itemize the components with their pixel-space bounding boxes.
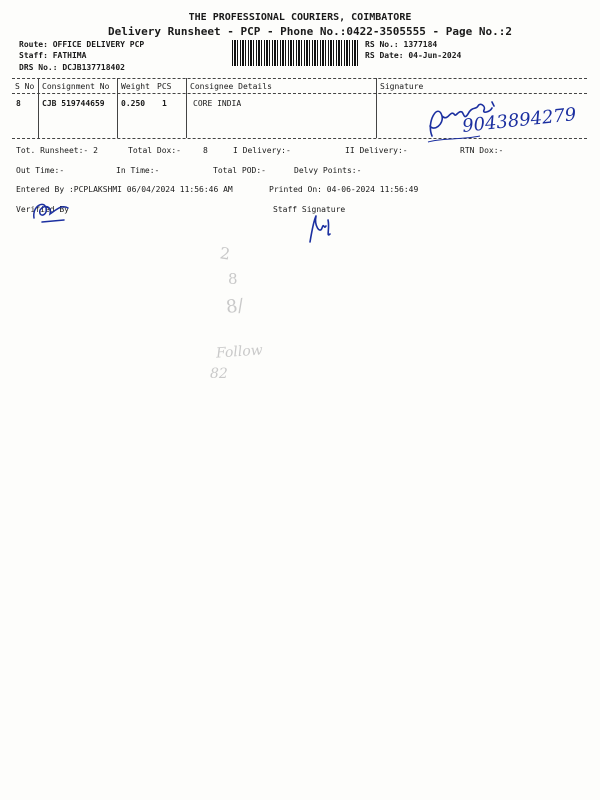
col-header-sno: S No: [15, 82, 35, 91]
in-time: In Time:-: [116, 166, 160, 175]
pencil-note: 82: [210, 366, 228, 382]
route-label: Route: OFFICE DELIVERY PCP: [19, 40, 145, 49]
entered-by: Entered By :PCPLAKSHMI 06/04/2024 11:56:46 AM: [16, 185, 233, 194]
tot-runsheet: Tot. Runsheet:- 2: [16, 146, 98, 155]
pencil-note: 8/: [224, 294, 245, 319]
col-header-weight: Weight: [121, 82, 150, 91]
drs-number: DRS No.: DCJB137718402: [19, 63, 125, 72]
total-pod: Total POD:-: [213, 166, 266, 175]
staff-signature-label: Staff Signature: [273, 205, 346, 214]
col-divider: [117, 78, 118, 138]
row-pcs: 1: [162, 99, 167, 108]
rtn-dox: RTN Dox:-: [460, 146, 504, 155]
verifier-signature-icon: [28, 196, 78, 226]
runsheet-subtitle: Delivery Runsheet - PCP - Phone No.:0422-3505555 - Page No.:2: [108, 25, 512, 38]
row-consignment-no: CJB 519744659: [42, 99, 105, 108]
out-time: Out Time:-: [16, 166, 65, 175]
col-header-pcs: PCS: [157, 82, 172, 91]
delvy-points: Delvy Points:-: [294, 166, 362, 175]
company-name: THE PROFESSIONAL COURIERS, COIMBATORE: [188, 12, 412, 23]
pencil-note: 2: [218, 243, 232, 264]
row-consignee: CORE INDIA: [193, 99, 242, 108]
col-divider: [376, 78, 377, 138]
total-dox-value: 8: [203, 146, 208, 155]
col-header-consignment: Consignment No: [42, 82, 110, 91]
row-sno: 8: [16, 99, 21, 108]
row-weight: 0.250: [121, 99, 146, 108]
barcode: [232, 40, 358, 66]
rs-date: RS Date: 04-Jun-2024: [365, 51, 462, 60]
total-dox-label: Total Dox:-: [128, 146, 181, 155]
ii-delivery: II Delivery:-: [345, 146, 408, 155]
handwritten-phone: 9043894279: [461, 104, 578, 137]
i-delivery: I Delivery:-: [233, 146, 291, 155]
staff-signature-icon: [300, 212, 340, 246]
rs-number: RS No.: 1377184: [365, 40, 438, 49]
col-divider: [38, 78, 39, 138]
pencil-note: 8: [228, 270, 238, 288]
pencil-note: Follow: [215, 342, 264, 362]
printed-on: Printed On: 04-06-2024 11:56:49: [269, 185, 419, 194]
col-header-consignee: Consignee Details: [190, 82, 272, 91]
col-header-signature: Signature: [380, 82, 424, 91]
verified-by-label: Verified By: [16, 205, 69, 214]
col-divider: [186, 78, 187, 138]
table-top-rule: [12, 78, 587, 79]
staff-label: Staff: FATHIMA: [19, 51, 87, 60]
